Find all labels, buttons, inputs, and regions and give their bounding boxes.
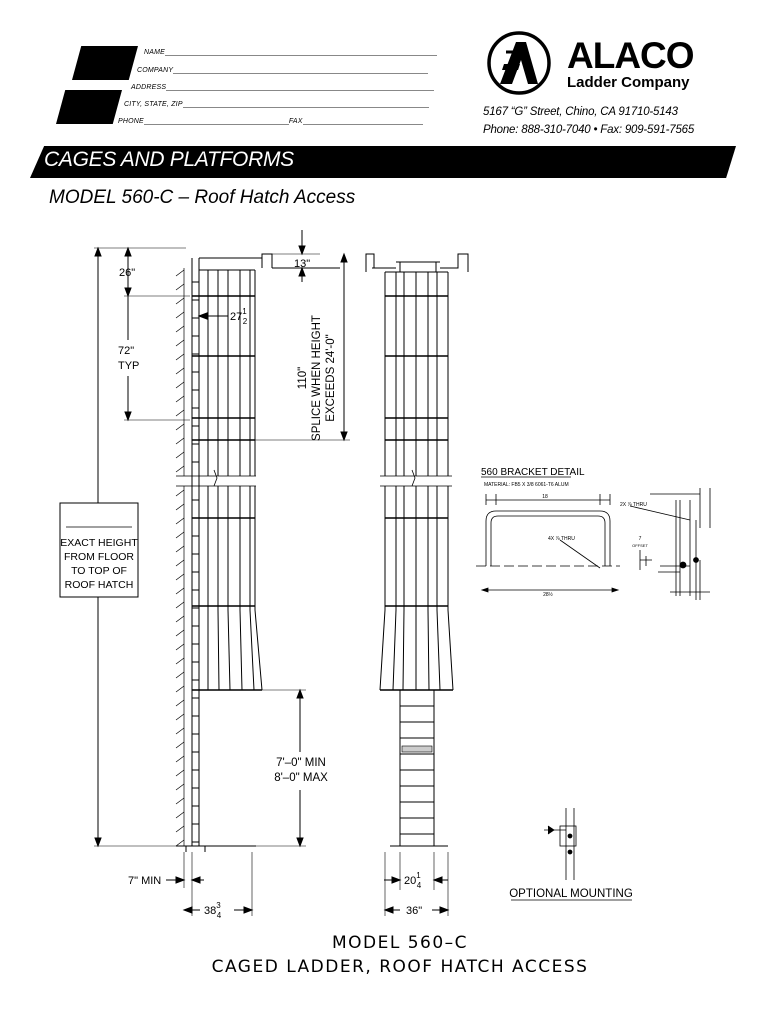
section-banner-title: CAGES AND PLATFORMS <box>44 148 294 171</box>
min-height: 7'–0" MIN <box>276 757 326 769</box>
company-label: COMPANY <box>137 67 174 74</box>
dim-36: 36" <box>406 905 423 917</box>
model-title: MODEL 560-C – Roof Hatch Access <box>49 187 356 208</box>
splice-line-2: SPLICE WHEN HEIGHT <box>311 315 323 441</box>
bracket-detail <box>476 477 710 600</box>
optional-mounting-label: OPTIONAL MOUNTING <box>509 888 633 900</box>
dim-72: 72" <box>118 345 135 357</box>
bracket-offset-value: 7 <box>638 536 642 542</box>
name-label: NAME <box>144 49 166 56</box>
bracket-material: MATERIAL: FB5 X 3/8 6061-T6 ALUM <box>484 482 569 488</box>
company-address: 5167 “G” Street, Chino, CA 91710-5143 <box>483 106 678 118</box>
bracket-thru-2x: 2X ⅞ THRU <box>620 502 647 508</box>
optional-mounting-detail <box>544 808 576 880</box>
max-height: 8'–0" MAX <box>274 772 328 784</box>
exact-height-line-3: TO TOP OF <box>71 565 127 577</box>
exact-height-line-4: ROOF HATCH <box>64 579 134 591</box>
city-label: CITY, STATE, ZIP <box>124 101 183 108</box>
dim-38-three-quarter: $38^3$ 4 <box>204 901 222 920</box>
drawing-caption-description: CAGED LADDER, ROOF HATCH ACCESS <box>211 957 589 977</box>
splice-note <box>297 315 337 441</box>
company-phone-fax: Phone: 888-310-7040 • Fax: 909-591-7565 <box>483 124 695 136</box>
bracket-thru-4x: 4X ⅞ THRU <box>548 536 575 542</box>
bracket-offset-label: OFFSET <box>632 543 648 548</box>
bracket-title: 560 BRACKET DETAIL <box>481 467 585 478</box>
dim-13: 13" <box>294 258 311 270</box>
logo-wordmark: ALACO <box>567 35 694 76</box>
wall-hatch <box>176 268 184 846</box>
phone-label: PHONE <box>118 118 144 125</box>
dim-7-min: 7" MIN <box>128 875 162 887</box>
exact-height-line-2: FROM FLOOR <box>64 551 134 563</box>
address-label: ADDRESS <box>131 84 167 91</box>
splice-line-3: EXCEEDS 24'-0" <box>325 334 337 422</box>
dim-26: 26" <box>119 267 136 279</box>
bracket-dim-28: 28½ <box>543 592 553 598</box>
bracket-dim-18: 18 <box>542 494 548 500</box>
exact-height-line-1: EXACT HEIGHT <box>60 537 138 549</box>
fax-label: FAX <box>288 118 303 125</box>
front-view <box>366 254 468 916</box>
dim-20-quarter: $20^1$ 4 <box>404 871 422 890</box>
dim-typ: TYP <box>118 360 140 372</box>
splice-110: 110" <box>297 366 309 390</box>
logo-subtitle: Ladder Company <box>567 74 690 91</box>
dim-27-half: $27^1$ 2 <box>230 307 248 326</box>
drawing-caption-model: MODEL 560–C <box>331 933 469 953</box>
